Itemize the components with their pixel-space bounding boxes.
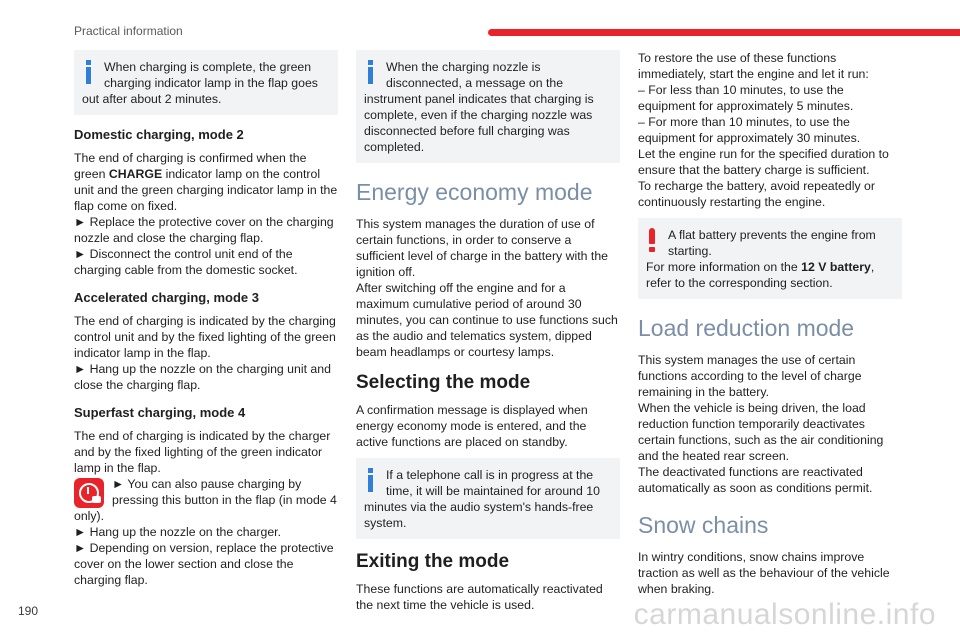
- text: – For less than 10 minutes, to use the equipment for approximately 5 minutes.: [638, 83, 854, 113]
- paragraph: [74, 150, 338, 278]
- step: ► Hang up the nozzle on the charger.: [74, 525, 282, 539]
- info-note: [74, 50, 338, 115]
- paragraph: A confirmation message is displayed when energy economy mode is entered, and the active functions are placed on standby.: [356, 403, 588, 449]
- paragraph: [638, 352, 902, 496]
- info-note: [356, 50, 620, 163]
- paragraph: [74, 428, 338, 588]
- pause-charging-button-icon: [74, 478, 104, 508]
- text: The end of charging is indicated by the charging control unit and by the fixed lighting of the green indicator lamp in the flap.: [74, 314, 336, 360]
- text: The end of charging is indicated by the charger and by the fixed lighting of the green indicator lamp in the flap.: [74, 429, 331, 475]
- section-title: Snow chains: [638, 512, 769, 538]
- step: ► Depending on version, replace the protective cover on the lower section and close the charging flap.: [74, 541, 334, 587]
- step: ► Disconnect the control unit end of the charging cable from the domestic socket.: [74, 247, 298, 277]
- subsection-heading: Selecting the mode: [356, 372, 531, 393]
- text: Let the engine run for the specified duration to ensure that the battery charge is sufficient.: [638, 147, 889, 177]
- watermark: carmanualsonline.info: [633, 598, 936, 631]
- info-icon: [82, 60, 96, 84]
- step: ► Replace the protective cover on the charging nozzle and close the charging flap.: [74, 215, 334, 245]
- step: ► Hang up the nozzle on the charging unit and close the charging flap.: [74, 362, 331, 392]
- warning-icon: [646, 228, 660, 252]
- info-note: [356, 458, 620, 539]
- warning-note: [638, 218, 902, 299]
- info-note-text: When charging is complete, the green charging indicator lamp in the flap goes out after about 2 minutes.: [82, 60, 318, 106]
- section-heading: Domestic charging, mode 2: [74, 127, 244, 142]
- column-2: [356, 50, 620, 621]
- charge-label: CHARGE: [108, 167, 163, 181]
- section-heading: Accelerated charging, mode 3: [74, 290, 259, 305]
- warning-text: A flat battery prevents the engine from starting.: [668, 228, 876, 258]
- text: After switching off the engine and for a maximum cumulative period of around 30 minutes, you can continue to use functions such as the audio and telematics system, dipped beam headlamps or courtesy lamps.: [356, 281, 618, 359]
- text: , refer to the corresponding section.: [646, 260, 875, 290]
- text: For more information on the: [646, 260, 802, 274]
- paragraph: In wintry conditions, snow chains improve traction as well as the behaviour of the vehicle when braking.: [638, 550, 890, 596]
- text: To recharge the battery, avoid repeatedly or continuously restarting the engine.: [638, 179, 875, 209]
- paragraph: [74, 313, 338, 393]
- info-note-text: If a telephone call is in progress at the time, it will be maintained for around 10 minutes via the audio system's hands-free system.: [364, 468, 600, 530]
- paragraph: These functions are automatically reactivated the next time the vehicle is used.: [356, 582, 603, 612]
- info-icon: [364, 468, 378, 492]
- paragraph: [356, 216, 620, 360]
- text: indicator lamp on the control unit and the green charging indicator lamp in the flap come on fixed.: [74, 167, 338, 213]
- battery-link-label: 12 V battery: [801, 260, 871, 274]
- text: This system manages the use of certain functions according to the level of charge remaining in the battery.: [638, 353, 862, 399]
- text: When the vehicle is being driven, the load reduction function temporarily deactivates certain functions, such as the air conditioning and the heated rear screen.: [638, 401, 884, 463]
- info-note-text: When the charging nozzle is disconnected, a message on the instrument panel indicates that charging is complete, even if the charging nozzle was disconnected before full charging was completed.: [364, 60, 594, 154]
- text: This system manages the duration of use of certain functions, in order to conserve a sufficient level of charge in the battery with the ignition off.: [356, 217, 609, 279]
- section-heading: Superfast charging, mode 4: [74, 405, 246, 420]
- paragraph: [638, 50, 902, 210]
- text: The end of charging is confirmed when the green: [74, 151, 307, 181]
- page-number: 190: [18, 604, 39, 618]
- text: The deactivated functions are reactivated automatically as soon as conditions permit.: [638, 465, 873, 495]
- info-icon: [364, 60, 378, 84]
- text: – For more than 10 minutes, to use the equipment for approximately 30 minutes.: [638, 115, 861, 145]
- text: To restore the use of these functions immediately, start the engine and let it run:: [638, 51, 869, 81]
- column-3: [638, 50, 902, 605]
- running-header: Practical information: [74, 24, 183, 38]
- section-title: Load reduction mode: [638, 315, 855, 341]
- header-accent-bar: [488, 29, 960, 36]
- column-1: [74, 50, 338, 596]
- section-title: Energy economy mode: [356, 179, 593, 205]
- step: ► You can also pause charging by pressing this button in the flap (in mode 4 only).: [74, 477, 337, 523]
- subsection-heading: Exiting the mode: [356, 551, 510, 572]
